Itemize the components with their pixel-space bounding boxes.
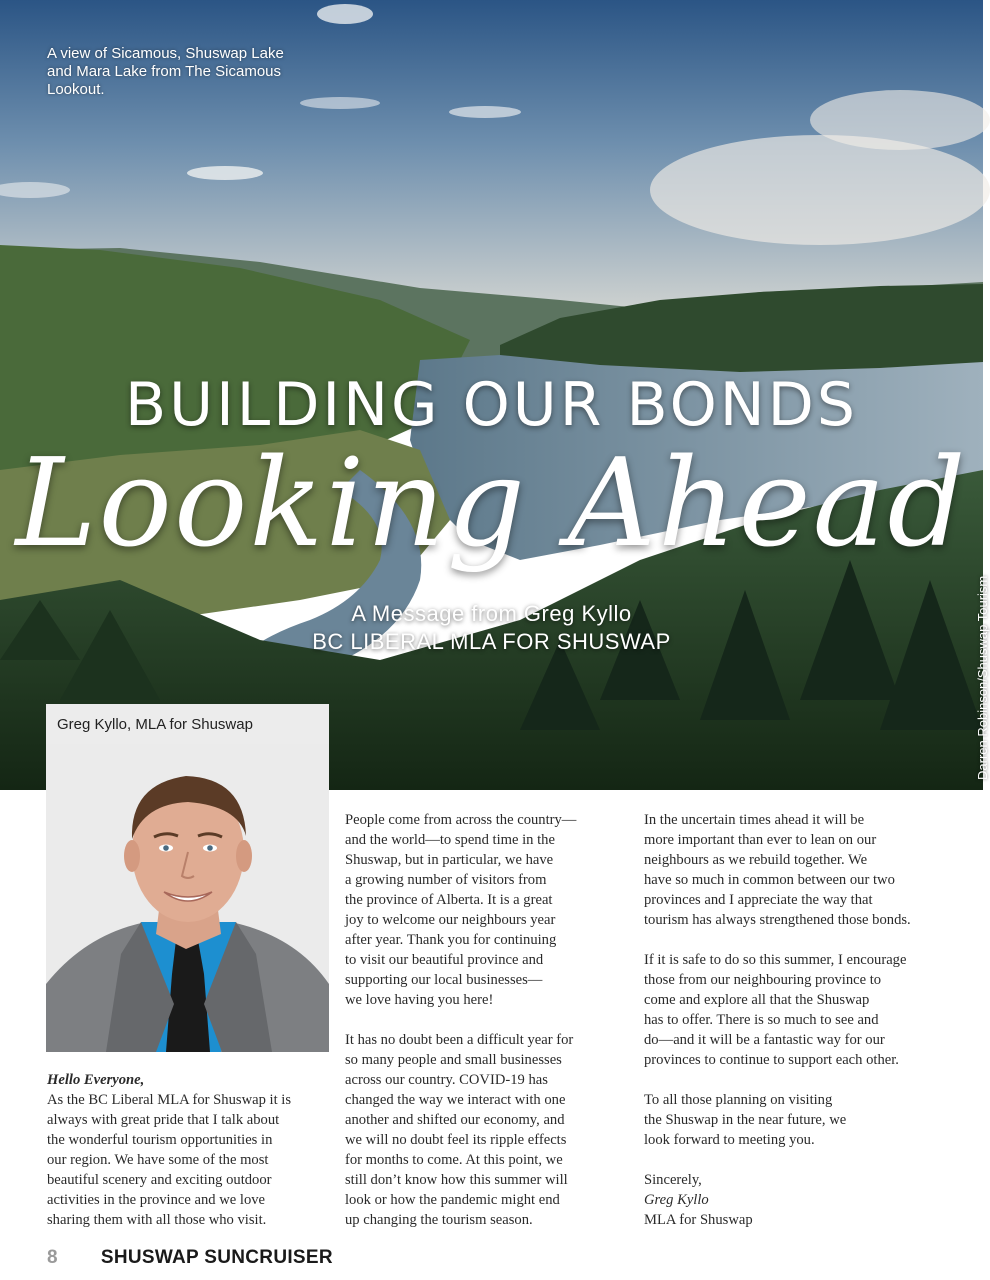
photo-credit: Darren Robinson/Shuswap Tourism: [975, 575, 990, 780]
page-footer: [47, 1247, 333, 1269]
photo-caption: A view of Sicamous, Shuswap Lake and Mara Lake from The Sicamous Lookout.: [47, 45, 284, 98]
subtitle: [0, 600, 983, 656]
publication-name: SHUSWAP SUNCRUISER: [100, 1247, 333, 1268]
article-column-2: [345, 810, 620, 1250]
sign-off: [644, 1170, 934, 1230]
subtitle-role: BC LIBERAL MLA FOR SHUSWAP: [312, 629, 671, 654]
portrait-card: [46, 704, 329, 1052]
column-3-paragraph-2: If it is safe to do so this summer, I encourage those from our neighbouring province to come and explore all that the Shuswap has to offer. There is so much to see and do—and it will be a fantastic way for our provinces to continue to support each other.: [644, 952, 907, 1068]
signature: Greg Kyllo: [644, 1192, 709, 1208]
portrait-caption: Greg Kyllo, MLA for Shuswap: [57, 716, 253, 733]
column-2-paragraph-1: People come from across the country— and the world—to spend time in the Shuswap, but in particular, we have a growing number of visitors from the province of Alberta. It is a great joy to welcome our neighbours year after year. Thank you for continuing to visit our beautiful province and supporting our local businesses— we love having you here!: [345, 812, 577, 1008]
script-title: Looking Ahead: [15, 432, 968, 574]
headline: BUILDING OUR BONDS: [125, 370, 858, 440]
article-column-3: [644, 810, 934, 1230]
closing: Sincerely,: [644, 1172, 702, 1188]
column-2-paragraph-2: It has no doubt been a difficult year for so many people and small businesses across our country. COVID-19 has changed the way we interact with one another and shifted our economy, and we will no doubt feel its ripple effects for months to come. At this point, we still don’t know how this summer will look or how the pandemic might end up changing the tourism season.: [345, 1032, 574, 1228]
greeting: Hello Everyone,: [47, 1072, 145, 1088]
portrait-photo: [46, 744, 329, 1052]
page-number: 8: [47, 1247, 58, 1268]
column-1-paragraph: As the BC Liberal MLA for Shuswap it is always with great pride that I talk about the wonderful tourism opportunities in our region. We have some of the most beautiful scenery and exciting outdoor activities in the province and we love sharing them with all those who visit.: [47, 1092, 292, 1228]
subtitle-author: A Message from Greg Kyllo: [351, 601, 632, 626]
column-3-paragraph-1: In the uncertain times ahead it will be more important than ever to lean on our neighbours as we rebuild together. We have so much in common between our two provinces and I appreciate the way that tourism has always strengthened those bonds.: [644, 812, 911, 928]
article-column-1: [47, 1070, 322, 1250]
sign-title: MLA for Shuswap: [644, 1212, 753, 1228]
column-3-paragraph-3: To all those planning on visiting the Shuswap in the near future, we look forward to meeting you.: [644, 1092, 847, 1148]
